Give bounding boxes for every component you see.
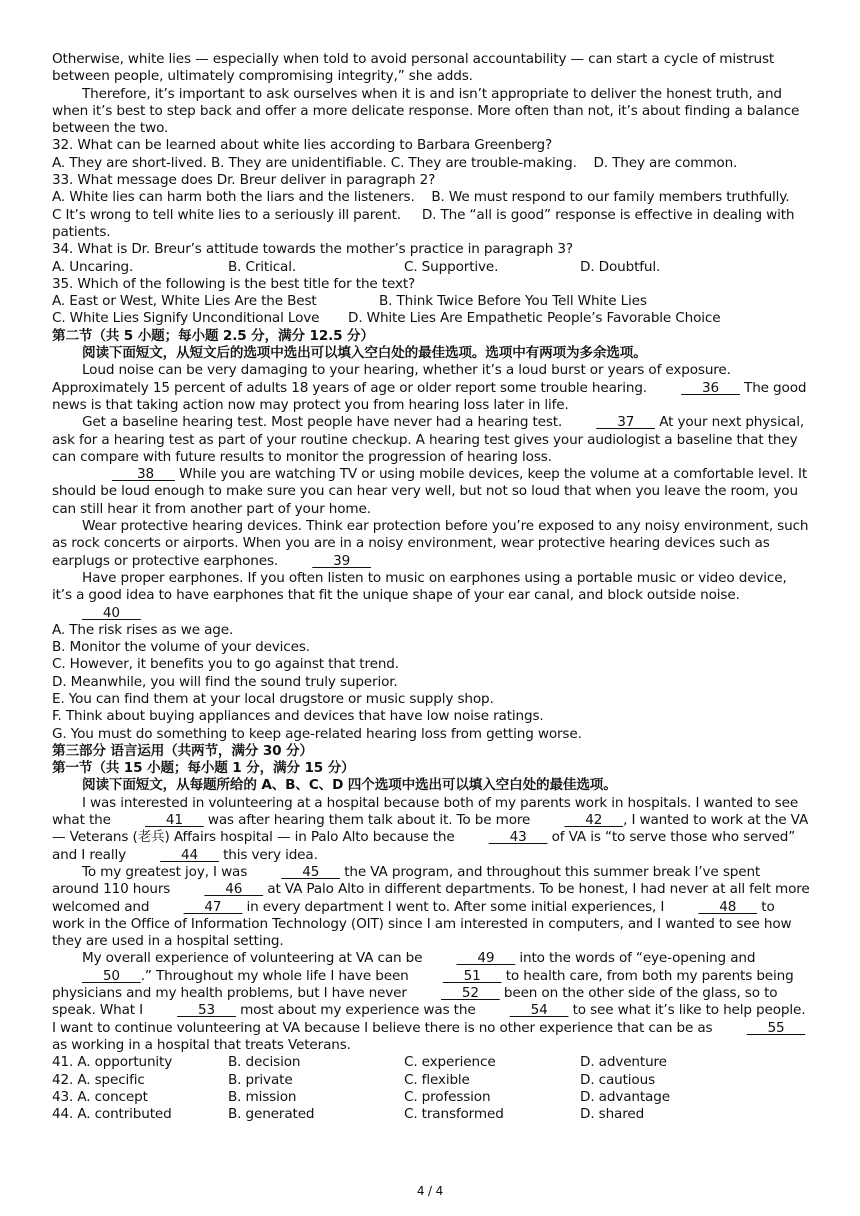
blank-39[interactable]: 39 <box>312 552 371 569</box>
page-number: 4 / 4 <box>416 1184 444 1198</box>
option-d: D. advantage <box>580 1088 670 1105</box>
blank-51[interactable]: 51 <box>442 967 502 984</box>
option-item: C. However, it benefits you to go against that trend. <box>52 656 399 673</box>
option-c: C. They are trouble-making. <box>390 154 577 171</box>
blank-42[interactable]: 42 <box>564 812 624 829</box>
option-c: C. Supportive. <box>404 258 499 275</box>
option-d: D. The “all is good” response is effective in dealing with patients. <box>52 206 795 240</box>
passage-paragraph: Have proper earphones. If you often listen to music on earphones using a portable music or video device, it’s a good idea to have earphones that fit the unique shape of your ear canal, and block outside noise. 40 <box>52 569 787 621</box>
blank-41[interactable]: 41 <box>145 812 204 829</box>
question-41-options <box>52 1054 810 1071</box>
passage-paragraph: Get a baseline hearing test. Most people have never had a hearing test. 37 At your next physical, ask for a hearing test as part of your routine checkup. A hearing test gives your audiologist a baseline that they can compare with future results to monitor the progression of hearing loss. <box>52 414 805 465</box>
option-c: C. White Lies Signify Unconditional Love <box>52 310 320 327</box>
option-c: C. transformed <box>404 1106 504 1123</box>
option-item: E. You can find them at your local drugstore or music supply shop. <box>52 690 494 707</box>
blank-45[interactable]: 45 <box>281 863 341 880</box>
blank-52[interactable]: 52 <box>440 985 500 1002</box>
option-a: 44. A. contributed <box>52 1106 172 1123</box>
section-instruction: 阅读下面短文，从短文后的选项中选出可以填入空白处的最佳选项。选项中有两项为多余选项。 <box>82 345 647 362</box>
section-heading: 第一节（共 15 小题；每小题 1 分，满分 15 分） <box>52 760 355 777</box>
option-b: B. Think Twice Before You Tell White Lies <box>379 293 647 310</box>
option-a: 41. A. opportunity <box>52 1054 173 1071</box>
option-d: D. adventure <box>580 1054 667 1071</box>
question-44-options <box>52 1106 810 1123</box>
option-a: A. White lies can harm both the liars and the listeners. <box>52 189 415 206</box>
option-a: A. Uncaring. <box>52 258 134 275</box>
section-heading: 第二节（共 5 小题；每小题 2.5 分，满分 12.5 分） <box>52 327 374 344</box>
option-item: F. Think about buying appliances and devices that have low noise ratings. <box>52 708 544 725</box>
option-c: C It’s wrong to tell white lies to a seriously ill parent. <box>52 206 401 223</box>
option-d: D. Doubtful. <box>580 258 661 275</box>
option-d: D. White Lies Are Empathetic People’s Favorable Choice <box>348 310 721 327</box>
blank-49[interactable]: 49 <box>456 950 516 967</box>
question-stem: 33. What message does Dr. Breur deliver in paragraph 2? <box>52 172 436 189</box>
question-43-options <box>52 1089 810 1106</box>
question-options <box>52 189 810 206</box>
blank-38[interactable]: 38 <box>112 466 175 483</box>
passage-paragraph: Loud noise can be very damaging to your hearing, whether it’s a loud burst or years of exposure. Approximately 15 percent of adults 18 years of age or older report some trouble hearing. 36 The good news is that taking action now may protect you from hearing loss later in life. <box>52 362 807 413</box>
blank-46[interactable]: 46 <box>204 881 264 898</box>
option-a: A. They are short-lived. <box>52 154 207 171</box>
question-options <box>52 293 810 310</box>
option-c: C. experience <box>404 1054 496 1071</box>
passage-paragraph: I was interested in volunteering at a hospital because both of my parents work in hospitals. I wanted to see what the 41 was after hearing them talk about it. To be more 42 , I wanted to work at the VA — Veterans (老兵) Affairs hospital — in Palo Alto because the 43 of VA is “to serve those who served” and I really 44 this very idea. <box>52 794 809 863</box>
option-d: D. They are common. <box>593 154 738 171</box>
blank-44[interactable]: 44 <box>160 846 219 863</box>
option-item: B. Monitor the volume of your devices. <box>52 639 310 656</box>
section-instruction: 阅读下面短文，从每题所给的 A、B、C、D 四个选项中选出可以填入空白处的最佳选项。 <box>82 777 617 794</box>
blank-50[interactable]: 50 <box>82 967 141 984</box>
option-item: G. You must do something to keep age-related hearing loss from getting worse. <box>52 725 582 742</box>
question-options <box>52 259 810 276</box>
passage-paragraph: My overall experience of volunteering at VA can be 49 into the words of “eye-opening and 50 .” Throughout my whole life I have been 51 to health care, from both my parents being physicians and my health problems, but I have never 52 been on the other side of the glass, so to speak. What I 53 most about my experience was the 54 to see what it’s like to help people. I want to continue volunteering at VA because I believe there is no other experience that can be as 55 as working in a hospital that treats Veterans. <box>52 950 806 1053</box>
option-b: B. mission <box>228 1088 297 1105</box>
passage-paragraph: Otherwise, white lies — especially when told to avoid personal accountability — can start a cycle of mistrust between people, ultimately compromising integrity,” she adds. <box>52 51 775 85</box>
blank-55[interactable]: 55 <box>746 1019 806 1036</box>
option-a: 42. A. specific <box>52 1071 145 1088</box>
option-d: D. shared <box>580 1106 645 1123</box>
blank-53[interactable]: 53 <box>177 1002 236 1019</box>
blank-40[interactable]: 40 <box>82 604 141 621</box>
part-heading: 第三部分 语言运用（共两节，满分 30 分） <box>52 742 313 759</box>
option-a: A. East or West, White Lies Are the Best <box>52 293 317 310</box>
option-b: B. decision <box>228 1054 301 1071</box>
question-stem: 35. Which of the following is the best title for the text? <box>52 275 416 292</box>
blank-47[interactable]: 47 <box>183 898 243 915</box>
option-d: D. cautious <box>580 1071 656 1088</box>
question-options <box>52 207 810 242</box>
question-options <box>52 310 810 327</box>
blank-37[interactable]: 37 <box>596 414 656 431</box>
option-c: C. flexible <box>404 1071 470 1088</box>
option-b: B. private <box>228 1071 293 1088</box>
option-b: B. generated <box>228 1106 315 1123</box>
passage-paragraph: 38 While you are watching TV or using mobile devices, keep the volume at a comfortable level. It should be loud enough to make sure you can hear very well, but not so loud that when you leave the room, you can still hear it from another part of your home. <box>52 466 807 517</box>
blank-48[interactable]: 48 <box>698 898 758 915</box>
option-b: B. We must respond to our family members truthfully. <box>431 189 790 206</box>
question-options <box>52 155 810 172</box>
option-item: D. Meanwhile, you will find the sound truly superior. <box>52 673 398 690</box>
option-item: A. The risk rises as we age. <box>52 621 234 638</box>
blank-36[interactable]: 36 <box>681 379 740 396</box>
blank-43[interactable]: 43 <box>488 829 548 846</box>
option-b: B. They are unidentifiable. <box>210 154 387 171</box>
blank-54[interactable]: 54 <box>509 1002 569 1019</box>
question-stem: 34. What is Dr. Breur’s attitude towards the mother’s practice in paragraph 3? <box>52 241 573 258</box>
option-a: 43. A. concept <box>52 1088 148 1105</box>
option-c: C. profession <box>404 1088 491 1105</box>
option-b: B. Critical. <box>228 258 297 275</box>
question-stem: 32. What can be learned about white lies according to Barbara Greenberg? <box>52 137 553 154</box>
question-42-options <box>52 1072 810 1089</box>
passage-paragraph: Therefore, it’s important to ask ourselves when it is and isn’t appropriate to deliver the honest truth, and when it’s best to step back and offer a more delicate response. More often than not, it’s about finding a balance between the two. <box>52 85 800 137</box>
passage-paragraph: Wear protective hearing devices. Think ear protection before you’re exposed to any noisy environment, such as rock concerts or airports. When you are in a noisy environment, wear protective hearing devices such as earplugs or protective earphones. 39 <box>52 518 809 569</box>
passage-paragraph: To my greatest joy, I was 45 the VA program, and throughout this summer break I’ve spent around 110 hours 46 at VA Palo Alto in different departments. To be honest, I had never at all felt more welcomed and 47 in every department I went to. After some initial experiences, I 48 to work in the Office of Information Technology (OIT) since I am interested in computers, and I wanted to see how they are used in a hospital setting. <box>52 863 810 950</box>
